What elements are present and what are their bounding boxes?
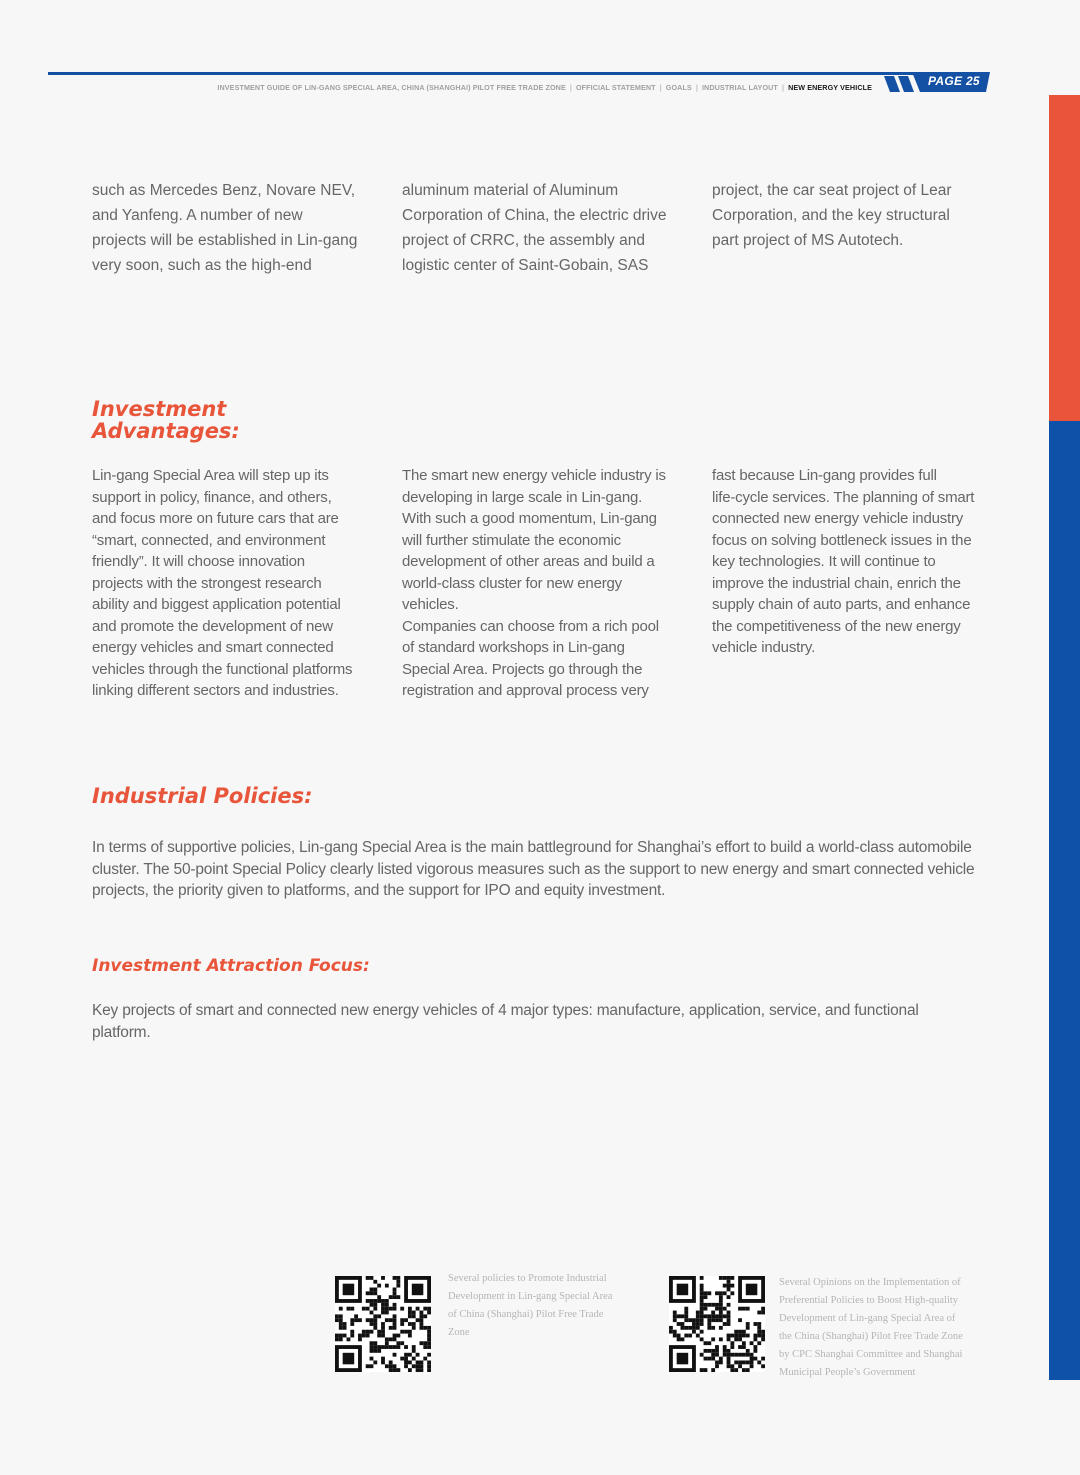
text-line: vehicles through the functional platforms	[92, 660, 353, 678]
qr-code-policies[interactable]	[335, 1276, 431, 1372]
section-heading-advantages	[92, 398, 292, 442]
text-line: fast because Lin-gang provides full	[712, 467, 937, 484]
text-line: vehicles.	[402, 596, 459, 613]
text-line: project, the car seat project of Lear	[712, 182, 952, 199]
text-line: Special Area. Projects go through the	[402, 660, 643, 678]
qr-caption-policies	[448, 1270, 648, 1342]
text-line: projects will be established in Lin-gang	[92, 232, 358, 249]
intro-column-2	[402, 178, 688, 278]
text-line: life-cycle services. The planning of smart	[712, 488, 975, 506]
text-line: project of CRRC, the assembly and	[402, 232, 645, 249]
caption-line: by CPC Shanghai Committee and Shanghai	[779, 1349, 963, 1360]
caption-line: Development in Lin-gang Special Area	[448, 1291, 613, 1302]
text-line: linking different sectors and industries.	[92, 682, 339, 699]
breadcrumb-item-active[interactable]: NEW ENERGY VEHICLE	[788, 83, 872, 92]
text-line: of standard workshops in Lin-gang	[402, 639, 625, 656]
caption-line: Development of Lin-gang Special Area of	[779, 1313, 956, 1324]
breadcrumb-item-layout[interactable]: INDUSTRIAL LAYOUT	[701, 83, 778, 92]
heading-line: Investment	[92, 397, 227, 421]
intro-column-3	[712, 178, 998, 253]
caption-line: Several policies to Promote Industrial	[448, 1273, 607, 1284]
text-line: key technologies. It will continue to	[712, 553, 936, 570]
breadcrumb-item-guide[interactable]: INVESTMENT GUIDE OF LIN-GANG SPECIAL AREA, CHINA (SHANGHAI) PILOT FREE TRADE ZONE	[217, 83, 566, 92]
advantages-column-3	[712, 465, 1002, 659]
qr-code-icon	[335, 1276, 431, 1372]
text-line: focus on solving bottleneck issues in the	[712, 531, 972, 549]
advantages-column-2	[402, 465, 692, 702]
text-line: With such a good momentum, Lin-gang	[402, 510, 657, 527]
qr-code-opinions[interactable]	[669, 1276, 765, 1372]
text-line: logistic center of Saint-Gobain, SAS	[402, 257, 649, 274]
text-line: development of other areas and build a	[402, 553, 655, 570]
text-line: Corporation, and the key structural	[712, 207, 950, 224]
text-line: aluminum material of Aluminum	[402, 182, 619, 199]
caption-line: of China (Shanghai) Pilot Free Trade	[448, 1309, 604, 1320]
breadcrumb-item-statement[interactable]: OFFICIAL STATEMENT	[575, 83, 656, 92]
text-line: Companies can choose from a rich pool	[402, 617, 659, 635]
caption-line: Zone	[448, 1327, 470, 1338]
text-line: In terms of supportive policies, Lin-gang Special Area is the main battleground for Shanghai’s effort to build a world-class automobile	[92, 839, 972, 856]
intro-column-1	[92, 178, 378, 278]
text-line: improve the industrial chain, enrich the	[712, 574, 961, 592]
text-line: Corporation of China, the electric drive	[402, 207, 667, 224]
text-line: The smart new energy vehicle industry is	[402, 467, 666, 484]
section-heading-policies: Industrial Policies:	[92, 784, 313, 808]
text-line: projects, the priority given to platforms, and the support for IPO and equity investment.	[92, 882, 666, 899]
policies-paragraph	[92, 837, 992, 902]
caption-line: the China (Shanghai) Pilot Free Trade Zone	[779, 1331, 963, 1342]
caption-line: Municipal People’s Government	[779, 1367, 916, 1378]
text-line: part project of MS Autotech.	[712, 232, 904, 249]
text-line: developing in large scale in Lin-gang.	[402, 488, 643, 506]
text-line: Key projects of smart and connected new energy vehicles of 4 major types: manufacture, application, service, and functional	[92, 1002, 919, 1019]
text-line: support in policy, finance, and others,	[92, 488, 332, 506]
breadcrumb: INVESTMENT GUIDE OF LIN-GANG SPECIAL AREA, CHINA (SHANGHAI) PILOT FREE TRADE ZONE | OFFICIAL STATEMENT | GOALS | INDUSTRIAL LAYOUT | NEW ENERGY VEHICLE	[217, 83, 872, 92]
page-number: PAGE 25	[928, 74, 980, 88]
section-heading-focus: Investment Attraction Focus:	[92, 956, 370, 976]
text-line: friendly”. It will choose innovation	[92, 553, 305, 570]
text-line: such as Mercedes Benz, Novare NEV,	[92, 182, 356, 199]
text-line: and promote the development of new	[92, 617, 333, 635]
text-line: “smart, connected, and environment	[92, 531, 326, 549]
caption-line: Several Opinions on the Implementation of	[779, 1277, 961, 1288]
focus-paragraph	[92, 1000, 992, 1043]
qr-code-icon	[669, 1276, 765, 1372]
text-line: registration and approval process very	[402, 682, 649, 699]
text-line: energy vehicles and smart connected	[92, 639, 334, 656]
side-bar-orange	[1049, 95, 1080, 421]
text-line: supply chain of auto parts, and enhance	[712, 596, 971, 613]
text-line: very soon, such as the high-end	[92, 257, 312, 274]
advantages-column-1	[92, 465, 382, 702]
caption-line: Preferential Policies to Boost High-quality	[779, 1295, 959, 1306]
text-line: platform.	[92, 1023, 151, 1041]
breadcrumb-item-goals[interactable]: GOALS	[665, 83, 692, 92]
text-line: cluster. The 50-point Special Policy clearly listed vigorous measures such as the support to new energy and smart connected vehicle	[92, 860, 975, 878]
text-line: ability and biggest application potential	[92, 596, 341, 613]
text-line: world-class cluster for new energy	[402, 574, 622, 592]
side-bar-blue	[1049, 421, 1080, 1380]
text-line: and Yanfeng. A number of new	[92, 207, 303, 224]
text-line: the competitiveness of the new energy	[712, 617, 961, 635]
heading-line: Advantages:	[92, 419, 240, 443]
text-line: and focus more on future cars that are	[92, 510, 339, 527]
text-line: will further stimulate the economic	[402, 531, 621, 549]
header-rule	[48, 72, 916, 75]
text-line: projects with the strongest research	[92, 574, 322, 592]
text-line: vehicle industry.	[712, 639, 816, 656]
text-line: Lin-gang Special Area will step up its	[92, 467, 329, 484]
qr-caption-opinions	[779, 1274, 1019, 1382]
text-line: connected new energy vehicle industry	[712, 510, 964, 527]
